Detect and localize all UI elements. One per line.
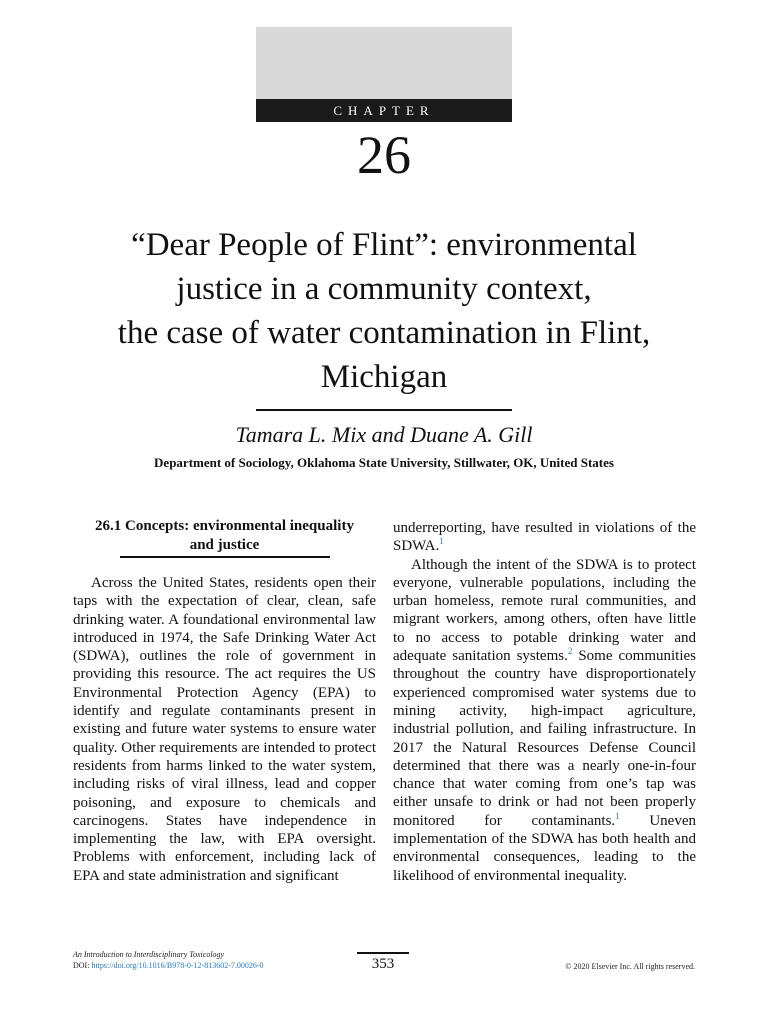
doi-label: DOI: [73,961,90,970]
title-line: Michigan [320,359,448,395]
title-line: the case of water contamination in Flint, [117,315,651,351]
footer-book-info [73,949,353,971]
paragraph-text: Some communities throughout the country have disproportionately experienced compromised water systems due to mining activity, high-impact agriculture, industrial pollution, and failing infrastructure. In 2017 the Natural Resources Defense Council determined that there was a nearly one-in-four chance that water coming from one’s tap was either unsafe to drink or had not been properly monitored for contaminants. [393,648,696,829]
paragraph: Across the United States, residents open their taps with the expectation of clear, clean, safe drinking water. A foundational environmental law introduced in 1974, the Safe Drinking Water Act (SDWA), outlines the role of government in providing this resource. The act requires the US Environmental Protection Agency (EPA) to identify and regulate contaminants present in existing and future water systems to ensure water quality. Other requirements are intended to protect residents from harms linked to the water system, including risks of viral illness, lead and copper poisoning, and exposure to chemicals and carcinogens. States have independence in implementing the law, with EPA oversight. Problems with enforcement, including lack of EPA and state administration and significant [73,575,376,884]
section-heading-line: 26.1 Concepts: environmental inequality [95,518,354,534]
page-number-rule [357,952,409,954]
section-heading-line: and justice [189,537,260,553]
doi-link[interactable]: https://doi.org/10.1016/B978-0-12-813602-7.00026-0 [91,961,264,970]
paragraph-text: Uneven implementation of the SDWA has both health and environmental consequences, leading to the likelihood of environmental inequality. [393,812,696,884]
chapter-title [60,223,708,399]
chapter-number: 26 [357,125,411,185]
section-heading [73,517,376,555]
authors: Tamara L. Mix and Duane A. Gill [235,422,533,447]
citation-link[interactable]: 1 [615,810,620,821]
affiliation: Department of Sociology, Oklahoma State University, Stillwater, OK, United States [154,455,614,470]
page-number: 353 [371,956,395,972]
chapter-header-block [256,27,512,99]
paragraph-continuation [393,519,696,556]
left-column [73,574,376,885]
chapter-label: CHAPTER [256,99,512,122]
section-divider [120,556,330,558]
paragraph [393,556,696,885]
title-divider [256,409,512,411]
citation-link[interactable]: 2 [567,646,573,657]
paragraph-text: Although the intent of the SDWA is to protect everyone, vulnerable populations, including the urban homeless, remote rural communities, and migrant workers, among others, often have little to no access to potable drinking water and adequate sanitation systems. [393,556,696,665]
copyright: © 2020 Elsevier Inc. All rights reserved. [565,962,695,971]
right-column [393,519,696,885]
title-line: “Dear People of Flint”: environmental [131,227,637,263]
paragraph-text: underreporting, have resulted in violations of the SDWA. [393,520,696,555]
citation-link[interactable]: 1 [439,536,444,547]
book-title: An Introduction to Interdisciplinary Toxicology [73,950,225,959]
title-line: justice in a community context, [176,271,592,307]
